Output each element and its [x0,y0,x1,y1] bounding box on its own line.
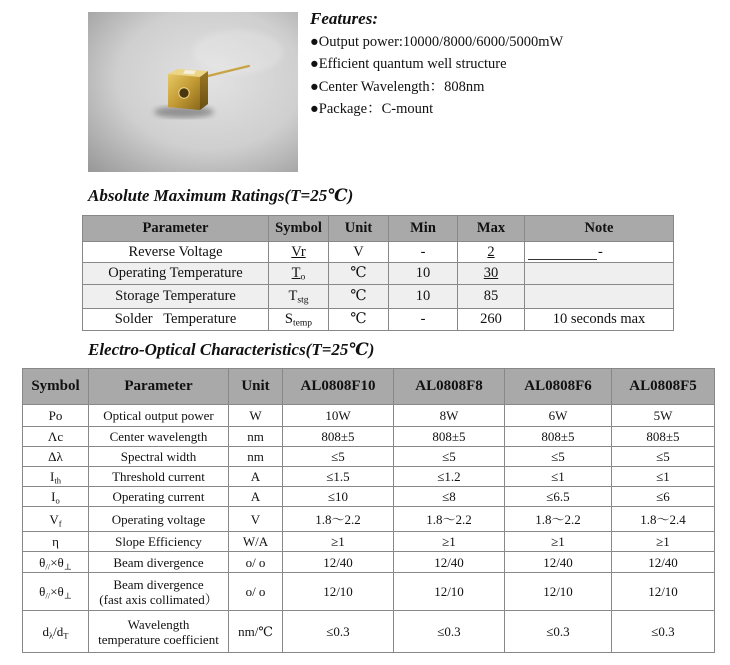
table-row [23,552,715,573]
cell-max [458,242,525,263]
cell-value-al0808f6: 808±5 [505,427,612,447]
cell-value-al0808f8: ≥1 [394,532,505,552]
feature-item [310,31,710,53]
feature-text: Output power:10000/8000/6000/5000mW [318,34,564,50]
symbol-text: S [284,311,293,327]
symbol-text: I [51,489,56,504]
symbol-text: T [291,265,301,281]
table-row [23,611,715,653]
table-row [23,467,715,487]
cell-value-al0808f6: 6W [505,405,612,427]
column-header-symbol: Symbol [23,369,89,405]
column-header-al0808f6: AL0808F6 [505,369,612,405]
parameter-line: Optical output power [103,408,214,423]
cell-unit [329,309,389,331]
table-row [23,447,715,467]
symbol-text: /d [53,624,64,639]
symbol-text: I [49,469,55,484]
header-row [83,216,674,242]
cell-value-al0808f8: 8W [394,405,505,427]
min-value: - [420,311,426,327]
symbol-text: ×θ [50,584,64,599]
symbol-subscript: ⊥ [63,590,72,601]
cell-min [389,242,458,263]
symbol-subscript: // [45,590,51,601]
cell-value-al0808f10: ≤10 [283,487,394,507]
symbol-text: V [49,511,59,527]
cell-symbol [269,309,329,331]
cell-max [458,263,525,285]
symbol-subscript: // [45,560,51,571]
min-value: 10 [415,265,431,281]
cell-value-al0808f10: 10W [283,405,394,427]
cell-value-al0808f10: 12/40 [283,552,394,573]
cell-symbol [269,263,329,285]
cell-value-al0808f5: ≥1 [612,532,715,552]
table-row [83,285,674,309]
cell-min [389,309,458,331]
symbol-subscript: λ [48,630,54,641]
cell-value-al0808f5: ≤1 [612,467,715,487]
max-value: 2 [487,243,495,260]
cell-parameter [89,573,229,611]
cell-symbol [23,532,89,552]
cell-value-al0808f6: ≤5 [505,447,612,467]
cell-value-al0808f10: ≤0.3 [283,611,394,653]
cell-value-al0808f5: 12/10 [612,573,715,611]
cell-value-al0808f10: ≤5 [283,447,394,467]
column-header-parameter: Parameter [83,216,269,242]
parameter-line: Beam divergence [113,554,204,570]
cell-value-al0808f10: ≥1 [283,532,394,552]
parameter-line: Beam divergence [113,576,204,592]
column-header-parameter: Parameter [89,369,229,405]
table-header [23,369,715,405]
column-header-al0808f10: AL0808F10 [283,369,394,405]
unit-value: ℃ [350,311,367,327]
feature-item [310,98,710,120]
cell-parameter [89,427,229,447]
table-row [83,263,674,285]
cell-symbol [23,487,89,507]
cell-value-al0808f6: ≤6.5 [505,487,612,507]
feature-item [310,53,710,75]
cell-value-al0808f8: 808±5 [394,427,505,447]
symbol-text: T [288,288,298,304]
column-header-unit: Unit [229,369,283,405]
feature-text: Center Wavelength：808nm [318,78,485,95]
parameter-line: Center wavelength [109,429,208,444]
feature-text: Efficient quantum well structure [318,56,507,73]
cell-value-al0808f5: 808±5 [612,427,715,447]
symbol-text: θ [39,584,46,599]
cell-unit: V [229,507,283,532]
cell-symbol [269,242,329,263]
parameter-line: (fast axis collimated） [99,591,218,607]
cell-max [458,285,525,309]
cell-symbol [23,552,89,573]
cell-value-al0808f5: ≤6 [612,487,715,507]
absolute-max-ratings-table [82,215,674,331]
parameter-line: Operating voltage [111,511,206,527]
cell-parameter [89,552,229,573]
bullet-icon: ● [310,78,319,95]
note-value: 10 seconds max [552,311,646,327]
max-value: 260 [480,311,502,327]
cell-value-al0808f8: ≤0.3 [394,611,505,653]
cell-parameter [89,447,229,467]
table-row [23,405,715,427]
symbol-text: Δλ [48,449,63,464]
symbol-text: ×θ [50,554,64,570]
features-section [310,8,710,121]
cell-note [525,242,674,263]
cell-unit: o/ o [229,552,283,573]
feature-text: Package：C-mount [318,101,434,118]
cell-unit [329,263,389,285]
cell-unit: nm/℃ [229,611,283,653]
column-header-min: Min [389,216,458,242]
cell-parameter [89,507,229,532]
table-row [23,532,715,552]
cell-note [525,263,674,285]
symbol-text: Λc [47,429,64,444]
feature-item [310,76,710,98]
table-row [83,309,674,331]
laser-diode-image [88,12,298,172]
column-header-max: Max [458,216,525,242]
symbol-subscript: temp [292,317,313,329]
cell-value-al0808f10: 808±5 [283,427,394,447]
cell-unit: nm [229,427,283,447]
table-body [23,405,715,653]
cell-value-al0808f8: ≤1.2 [394,467,505,487]
cell-note [525,285,674,309]
table-row [23,507,715,532]
column-header-unit: Unit [329,216,389,242]
table-body [83,242,674,331]
symbol-text: Vr [291,243,306,260]
cell-value-al0808f6: 1.8～2.2 [505,507,612,532]
max-value: 30 [483,265,499,281]
table-row [83,242,674,263]
cell-parameter: Solder Temperature [83,309,269,331]
cell-value-al0808f5: 12/40 [612,552,715,573]
cell-value-al0808f5: ≤5 [612,447,715,467]
cell-value-al0808f6: ≤0.3 [505,611,612,653]
cell-note [525,309,674,331]
column-header-al0808f8: AL0808F8 [394,369,505,405]
cell-max [458,309,525,331]
cell-unit [329,242,389,263]
unit-value: ℃ [350,288,367,304]
cell-value-al0808f8: 12/10 [394,573,505,611]
cell-parameter: Reverse Voltage [83,242,269,263]
cell-min [389,263,458,285]
photo-glare [193,30,283,74]
cell-value-al0808f8: 12/40 [394,552,505,573]
cell-value-al0808f10: 12/10 [283,573,394,611]
product-photo [88,12,298,172]
parameter-line: Spectral width [120,449,197,464]
parameter-line: Wavelength [127,616,190,632]
unit-value: ℃ [350,265,367,281]
table-row [23,427,715,447]
table-row [23,573,715,611]
cell-unit: A [229,467,283,487]
cell-value-al0808f10: ≤1.5 [283,467,394,487]
cell-symbol [269,285,329,309]
symbol-subscript: o [55,495,60,506]
parameter-line: Slope Efficiency [115,534,202,549]
cell-unit: nm [229,447,283,467]
cell-value-al0808f8: ≤5 [394,447,505,467]
table-header [83,216,674,242]
cell-symbol [23,447,89,467]
cell-unit: W/A [229,532,283,552]
cell-value-al0808f5: 1.8～2.4 [612,507,715,532]
note-value: - [528,244,603,260]
symbol-text: d [42,624,49,639]
cell-value-al0808f10: 1.8～2.2 [283,507,394,532]
symbol-text: Po [48,408,63,423]
cell-unit [329,285,389,309]
bullet-icon: ● [310,56,319,73]
cell-parameter: Operating Temperature [83,263,269,285]
bullet-icon: ● [310,101,319,118]
symbol-text: θ [39,554,46,570]
cell-unit: W [229,405,283,427]
cell-parameter [89,487,229,507]
cell-unit: A [229,487,283,507]
cell-parameter [89,611,229,653]
features-title: Features: [310,9,378,28]
symbol-subscript: o [300,271,306,283]
cell-value-al0808f8: 1.8～2.2 [394,507,505,532]
unit-value: V [353,243,364,260]
max-value: 85 [483,288,499,304]
cell-symbol [23,611,89,653]
absolute-max-ratings-title: Absolute Maximum Ratings(T=25℃) [88,186,354,205]
cell-value-al0808f5: ≤0.3 [612,611,715,653]
cell-symbol [23,405,89,427]
cell-value-al0808f6: 12/40 [505,552,612,573]
cell-value-al0808f5: 5W [612,405,715,427]
cell-symbol [23,507,89,532]
cell-parameter [89,532,229,552]
symbol-subscript: th [54,475,62,486]
parameter-line: Operating current [112,489,205,504]
symbol-subscript: stg [297,294,309,306]
table-row [23,487,715,507]
cell-unit: o/ o [229,573,283,611]
cell-symbol [23,467,89,487]
c-mount-block [168,69,208,110]
cell-parameter [89,405,229,427]
min-value: - [420,243,426,260]
symbol-text: η [52,534,59,549]
cell-symbol [23,573,89,611]
cell-value-al0808f8: ≤8 [394,487,505,507]
symbol-subscript: f [58,517,62,528]
parameter-line: Threshold current [112,469,205,484]
symbol-subscript: ⊥ [63,560,72,571]
symbol-subscript: T [63,630,69,641]
parameter-line: temperature coefficient [98,631,219,647]
cell-parameter: Storage Temperature [83,285,269,309]
cell-value-al0808f6: ≤1 [505,467,612,487]
bullet-icon: ● [310,34,319,50]
cell-value-al0808f6: ≥1 [505,532,612,552]
cell-parameter [89,467,229,487]
cell-min [389,285,458,309]
column-header-note: Note [525,216,674,242]
column-header-symbol: Symbol [269,216,329,242]
features-list [310,31,710,121]
header-row [23,369,715,405]
electro-optical-table [22,368,715,653]
cell-symbol [23,427,89,447]
electro-optical-title: Electro-Optical Characteristics(T=25℃) [88,340,375,359]
min-value: 10 [415,288,431,304]
cell-value-al0808f6: 12/10 [505,573,612,611]
column-header-al0808f5: AL0808F5 [612,369,715,405]
